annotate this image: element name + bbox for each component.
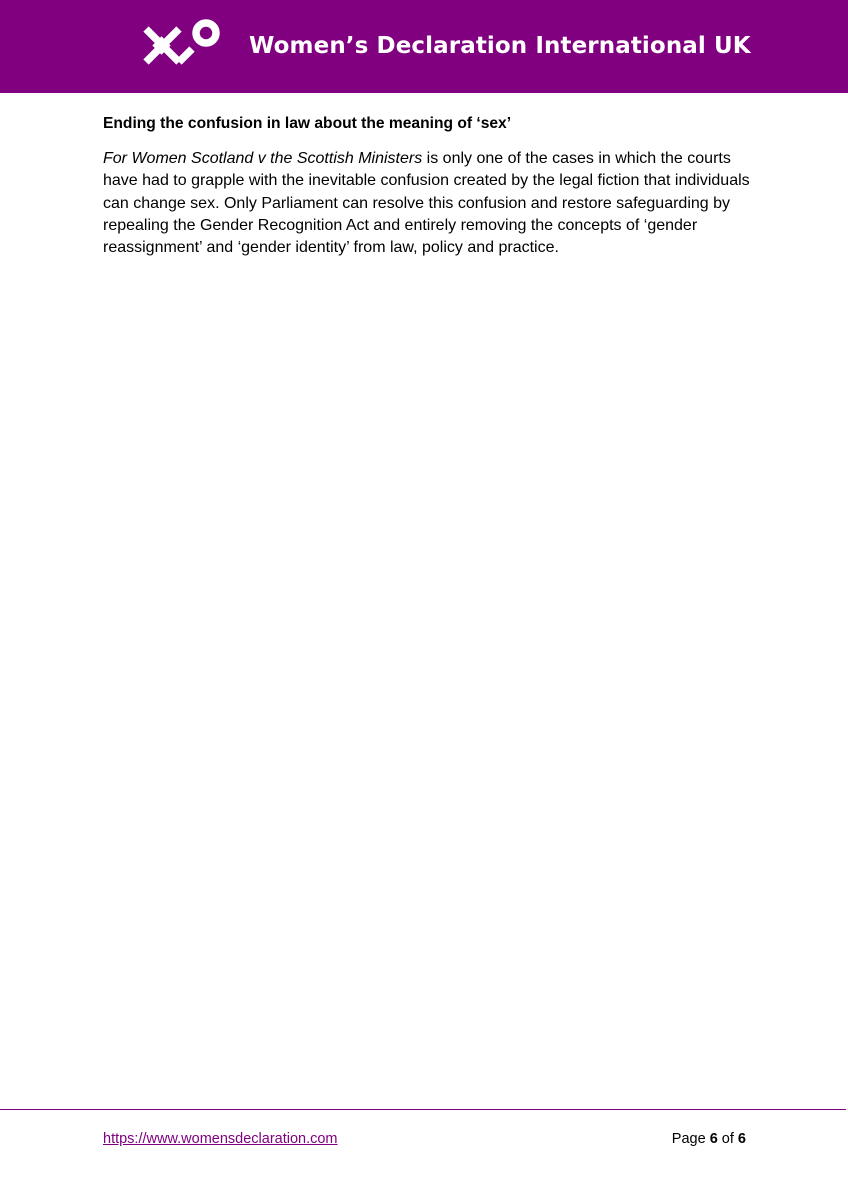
body-paragraph — [103, 148, 763, 259]
page-prefix: Page — [671, 1131, 710, 1147]
website-link[interactable]: https://www.womensdeclaration.com — [103, 1131, 338, 1147]
org-name: Women’s Declaration International UK — [249, 33, 751, 59]
section-heading: Ending the confusion in law about the meaning of ‘sex’ — [103, 115, 512, 132]
page-current: 6 — [709, 1131, 718, 1147]
footer-divider — [0, 1109, 846, 1110]
header-banner — [0, 0, 848, 93]
main-content — [103, 114, 763, 259]
page-number — [672, 1131, 746, 1147]
case-name: For Women Scotland v the Scottish Ministers — [103, 150, 423, 167]
page-of: of — [717, 1131, 738, 1147]
page-total: 6 — [737, 1131, 746, 1147]
body-text: is only one of the cases in which the courts have had to grapple with the inevitable confusion created by the legal fiction that individuals can change sex. Only Parliament can resolve this confusion and restore safeguarding by repealing the Gender Recognition Act and entirely removing the concepts of ‘gender reassignment’ and ‘gender identity’ from law, policy and practice. — [103, 150, 750, 257]
wdi-logo-icon — [140, 16, 222, 70]
